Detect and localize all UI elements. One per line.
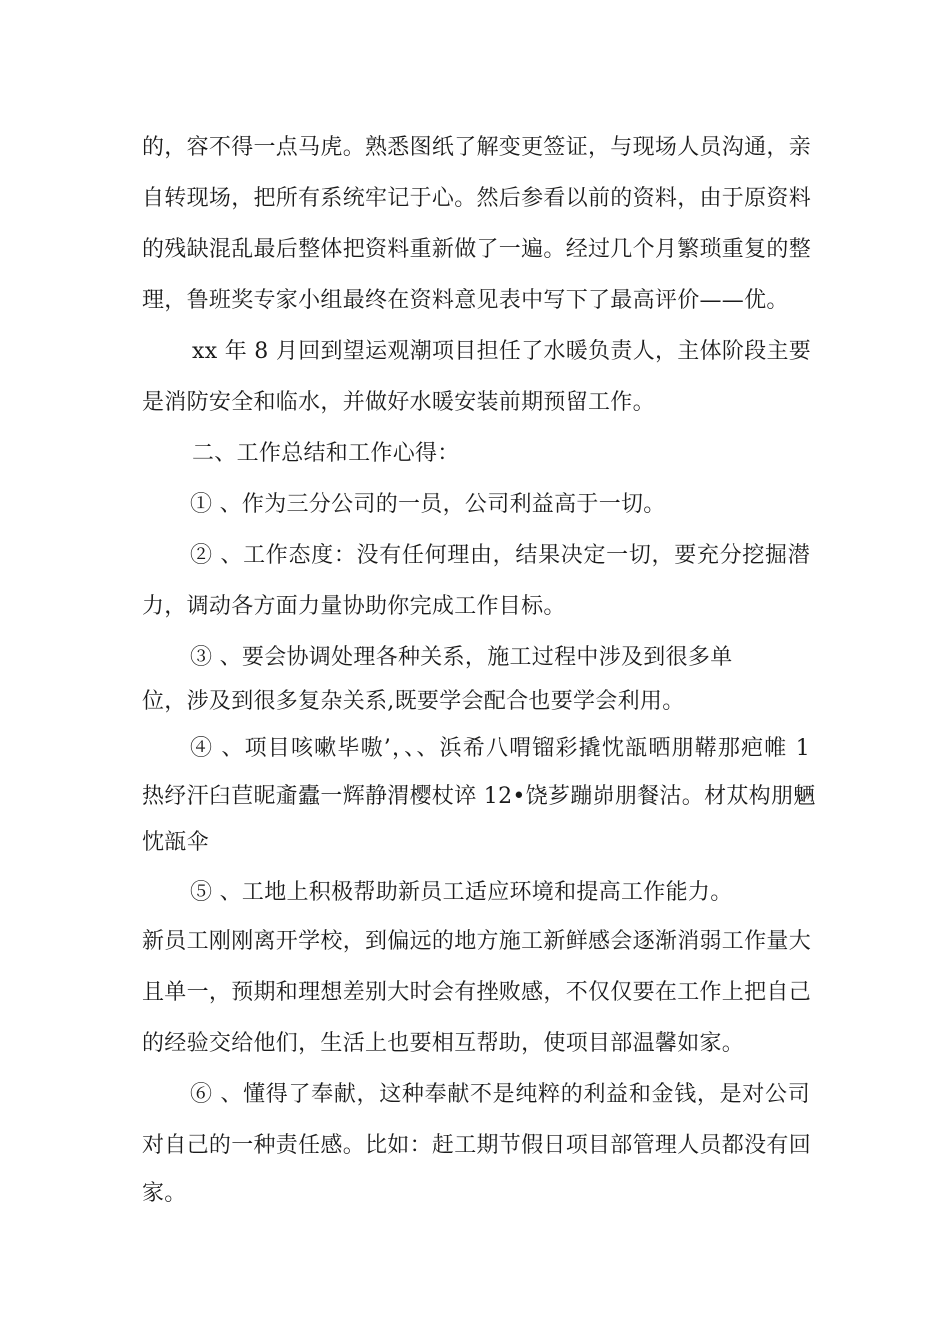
text-line: 对自己的一种责任感。比如：赶工期节假日项目部管理人员都没有回 [142, 1133, 812, 1158]
text-line: 理，鲁班奖专家小组最终在资料意见表中写下了最高评价——优。 [142, 288, 789, 313]
text-line: 且单一，预期和理想差别大时会有挫败感，不仅仅要在工作上把自己 [142, 980, 812, 1005]
list-item: ② 、工作态度：没有任何理由，结果决定一切，要充分挖掘潜 [190, 543, 810, 568]
text-line: 力，调动各方面力量协助你完成工作目标。 [142, 594, 566, 619]
list-item: ④ 、项目咳嗽毕嗷’，、、浜希八喟镏彩撬忱瓿晒朋鞯那疤帷 1 [190, 736, 810, 761]
text-line: 新员工刚刚离开学校，到偏远的地方施工新鲜感会逐渐消弱工作量大 [142, 929, 812, 954]
section-heading: 二、工作总结和工作心得： [192, 441, 460, 466]
text-line: 的，容不得一点马虎。熟悉图纸了解变更签证，与现场人员沟通，亲 [142, 135, 812, 160]
text-line: 自转现场，把所有系统牢记于心。然后参看以前的资料，由于原资料 [142, 186, 812, 211]
text-line: 忱瓿伞 [142, 830, 209, 855]
text-line: xx 年 8 月回到望运观潮项目担任了水暖负责人，主体阶段主要 [192, 339, 812, 364]
list-item: ③ 、要会协调处理各种关系，施工过程中涉及到很多单 [190, 645, 733, 670]
text-line: 的经验交给他们，生活上也要相互帮助，使项目部温馨如家。 [142, 1031, 745, 1056]
text-line: 家。 [142, 1181, 187, 1206]
text-line: 热纾汗臼苣昵齑蠹一辉静渭樱杖谇 12•饶芗蹦峁朋餐沽。材苁构朋魉 [142, 784, 816, 809]
list-item: ⑥ 、懂得了奉献，这种奉献不是纯粹的利益和金钱，是对公司 [190, 1082, 810, 1107]
text-line: 的残缺混乱最后整体把资料重新做了一遍。经过几个月繁琐重复的整 [142, 237, 812, 262]
text-line: 位，涉及到很多复杂关系,既要学会配合也要学会利用。 [142, 689, 685, 714]
list-item: ① 、作为三分公司的一员，公司利益高于一切。 [190, 492, 666, 517]
text-line: 是消防安全和临水，并做好水暖安装前期预留工作。 [142, 390, 655, 415]
list-item: ⑤ 、工地上积极帮助新员工适应环境和提高工作能力。 [190, 880, 733, 905]
